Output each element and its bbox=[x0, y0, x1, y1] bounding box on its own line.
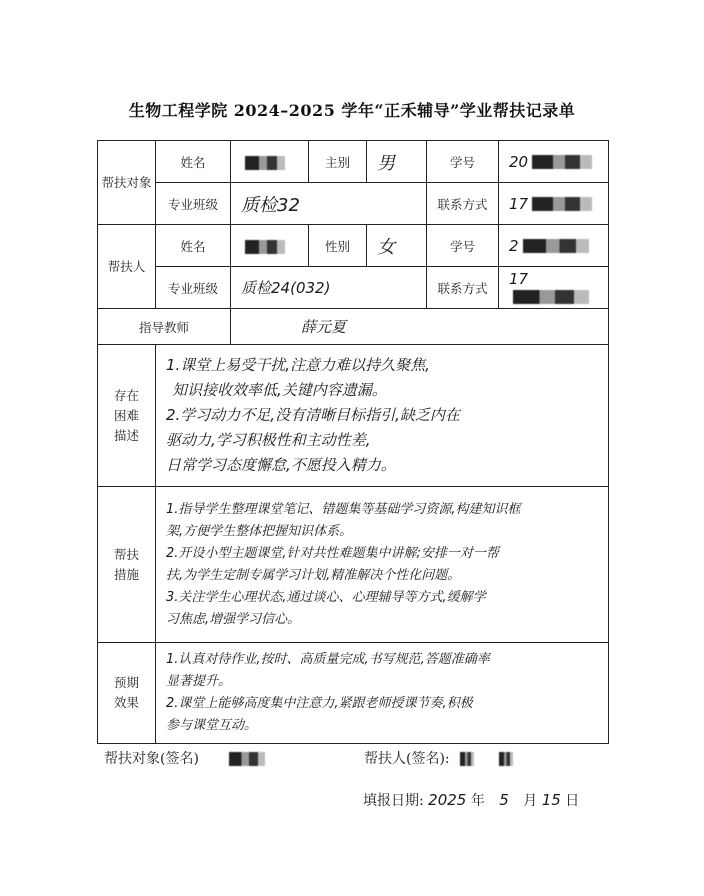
helped-gender-value: 男 bbox=[367, 141, 427, 183]
difficulty-line: 1.课堂上易受干扰,注意力难以持久聚焦, bbox=[166, 356, 430, 374]
redacted-signature bbox=[229, 752, 265, 766]
redacted-name bbox=[245, 156, 285, 170]
difficulty-line: 2.学习动力不足,没有清晰目标指引,缺乏内在 bbox=[166, 406, 460, 424]
helped-name-label: 姓名 bbox=[156, 141, 231, 183]
date-day-unit: 日 bbox=[565, 793, 580, 809]
date-month: 5 bbox=[499, 791, 509, 809]
date-label: 填报日期: bbox=[363, 793, 424, 809]
helped-name-value bbox=[231, 141, 309, 183]
measures-line: 1.指导学生整理课堂笔记、错题集等基础学习资源,构建知识框 bbox=[166, 501, 521, 517]
date-year: 2025 bbox=[428, 791, 467, 809]
fill-date bbox=[363, 790, 579, 810]
helper-gender-label: 性别 bbox=[309, 225, 367, 267]
teacher-label: 指导教师 bbox=[98, 309, 231, 345]
measures-text bbox=[156, 487, 609, 643]
helper-name-value bbox=[231, 225, 309, 267]
redacted-contact bbox=[532, 197, 592, 211]
measures-line: 3.关注学生心理状态,通过谈心、心理辅导等方式,缓解学 bbox=[166, 589, 486, 605]
helper-id-label: 学号 bbox=[427, 225, 499, 267]
helped-gender-label: 主别 bbox=[309, 141, 367, 183]
difficulty-label: 存在困难描述 bbox=[98, 345, 156, 487]
helper-gender-value: 女 bbox=[367, 225, 427, 267]
difficulty-text bbox=[156, 345, 609, 487]
measures-line: 架,方便学生整体把握知识体系。 bbox=[166, 523, 353, 539]
helped-target-label: 帮扶对象 bbox=[98, 141, 156, 225]
measures-line: 2.开设小型主题课堂,针对共性难题集中讲解;安排一对一帮 bbox=[166, 545, 499, 561]
helped-class-value: 质检32 bbox=[231, 183, 427, 225]
helper-class-label: 专业班级 bbox=[156, 267, 231, 309]
teacher-name: 薛元夏 bbox=[231, 309, 609, 345]
expected-line: 显著提升。 bbox=[166, 674, 232, 689]
date-year-unit: 年 bbox=[470, 793, 485, 809]
measures-line: 扶,为学生定制专属学习计划,精准解决个性化问题。 bbox=[166, 567, 461, 583]
redacted-id bbox=[523, 239, 589, 253]
expected-line: 1.认真对待作业,按时、高质量完成,书写规范,答题准确率 bbox=[166, 652, 490, 667]
expected-line: 参与课堂互动。 bbox=[166, 718, 258, 733]
form-title: 生物工程学院 2024–2025 学年“正禾辅导”学业帮扶记录单 bbox=[128, 101, 576, 120]
difficulty-line: 日常学习态度懈怠,不愿投入精力。 bbox=[166, 456, 396, 474]
helped-id-value: 20 bbox=[499, 141, 609, 183]
helper-contact-value: 17 bbox=[499, 267, 609, 309]
helper-id-value: 2 bbox=[499, 225, 609, 267]
measures-line: 习焦虑,增强学习信心。 bbox=[166, 611, 301, 627]
helped-signature-label: 帮扶对象(签名) bbox=[104, 751, 199, 767]
helped-signature bbox=[104, 748, 265, 768]
expected-line: 2.课堂上能够高度集中注意力,紧跟老师授课节奏,积极 bbox=[166, 696, 473, 711]
helped-class-label: 专业班级 bbox=[156, 183, 231, 225]
redacted-name bbox=[245, 240, 285, 254]
redacted-id bbox=[532, 155, 592, 169]
redacted-contact bbox=[513, 290, 589, 304]
assistance-form bbox=[97, 140, 608, 733]
helped-contact-value: 17 bbox=[499, 183, 609, 225]
form-table bbox=[97, 140, 609, 744]
helped-contact-label: 联系方式 bbox=[427, 183, 499, 225]
difficulty-line: 知识接收效率低,关键内容遗漏。 bbox=[172, 381, 387, 399]
measures-label: 帮扶措施 bbox=[98, 487, 156, 643]
expected-text bbox=[156, 643, 609, 744]
helper-signature-label: 帮扶人(签名): bbox=[364, 751, 450, 767]
helper-class-value: 质检24(032) bbox=[231, 267, 427, 309]
helper-signature bbox=[364, 748, 513, 768]
difficulty-line: 驱动力,学习积极性和主动性差, bbox=[166, 431, 371, 449]
helper-name-label: 姓名 bbox=[156, 225, 231, 267]
date-day: 15 bbox=[541, 791, 561, 809]
redacted-signature bbox=[460, 752, 474, 766]
helped-id-label: 学号 bbox=[427, 141, 499, 183]
redacted-signature bbox=[499, 752, 513, 766]
expected-label: 预期效果 bbox=[98, 643, 156, 744]
date-month-unit: 月 bbox=[523, 793, 538, 809]
helper-label: 帮扶人 bbox=[98, 225, 156, 309]
helper-contact-label: 联系方式 bbox=[427, 267, 499, 309]
